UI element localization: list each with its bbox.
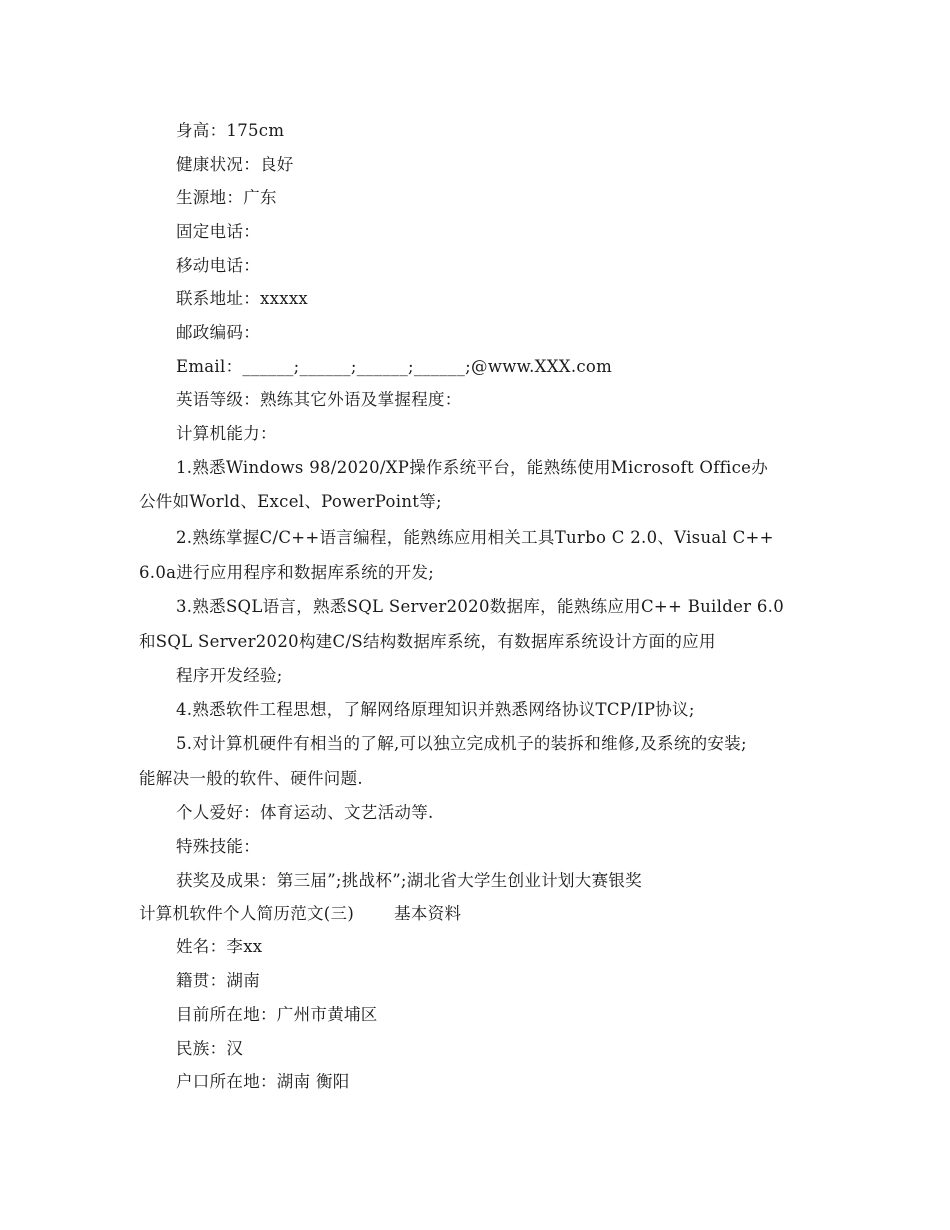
item5-line-a: 5.对计算机硬件有相当的了解,可以独立完成机子的装拆和维修,及系统的安装; [176,734,747,753]
health-line: 健康状况：良好 [176,155,294,174]
item3-line-a: 3.熟悉SQL语言，熟悉SQL Server2020数据库，能熟练应用C++ Builder 6.0 [176,597,785,616]
email-line: Email：______;______;______;______;@www.XXX.com [176,357,613,376]
landline-line: 固定电话： [176,222,260,241]
item2-line-a: 2.熟练掌握C/C++语言编程，能熟练应用相关工具Turbo C 2.0、Visual C++ [176,528,774,547]
item3-line-b: 和SQL Server2020构建C/S结构数据库系统，有数据库系统设计方面的应用 [139,632,716,651]
hobbies-line: 个人爱好：体育运动、文艺活动等. [176,803,434,822]
item5-line-b: 能解决一般的软件、硬件问题. [139,769,363,788]
item2-line-b: 6.0a进行应用程序和数据库系统的开发; [139,563,435,582]
section3-title: 计算机软件个人简历范文(三) [139,904,355,923]
item1-line-b: 公件如World、Excel、PowerPoint等; [139,492,442,511]
item4-line: 4.熟悉软件工程思想，了解网络原理知识并熟悉网络协议TCP/IP协议; [176,700,695,719]
household-line: 户口所在地：湖南 衡阳 [176,1072,350,1091]
item1-line-a: 1.熟悉Windows 98/2020/XP操作系统平台，能熟练使用Microsoft Office办 [176,458,769,477]
english-line: 英语等级：熟练其它外语及掌握程度： [176,390,462,409]
item3-line-c: 程序开发经验; [176,666,283,685]
postcode-line: 邮政编码： [176,323,260,342]
special-skills-line: 特殊技能： [176,837,260,856]
mobile-line: 移动电话： [176,256,260,275]
ethnicity-line: 民族：汉 [176,1039,244,1058]
awards-line: 获奖及成果：第三届”;挑战杯”;湖北省大学生创业计划大赛银奖 [176,871,642,890]
native-place-line: 籍贯：湖南 [176,971,260,990]
height-line: 身高：175cm [176,121,285,140]
section-title-line [0,903,950,925]
computer-ability-heading: 计算机能力： [176,424,277,443]
name-line: 姓名：李xx [176,937,263,956]
address-line: 联系地址：xxxxx [176,289,309,308]
section3-subtitle: 基本资料 [394,904,462,923]
origin-line: 生源地：广东 [176,188,277,207]
location-line: 目前所在地：广州市黄埔区 [176,1005,378,1024]
